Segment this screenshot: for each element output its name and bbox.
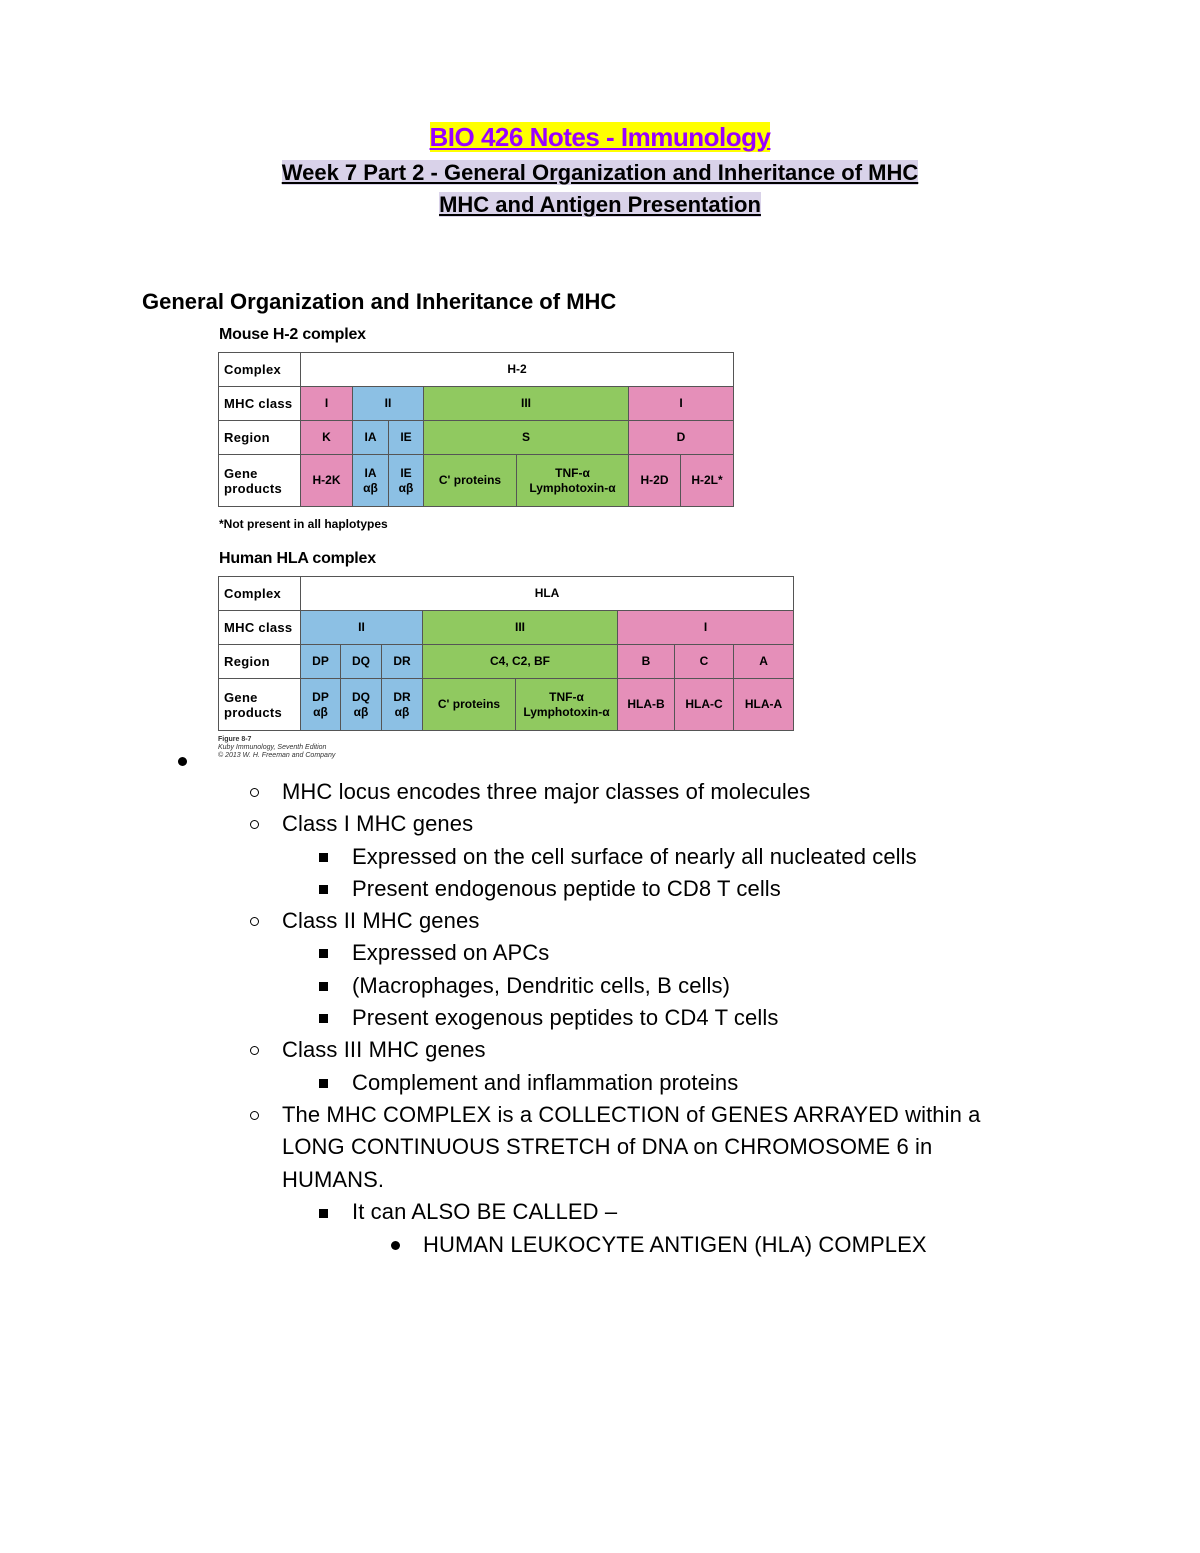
mouse-product-cell: C' proteins	[424, 455, 517, 507]
human-row-label-class: MHC class	[219, 611, 301, 645]
note-line: Complement and inflammation proteins	[352, 1070, 739, 1095]
human-product-cell: HLA-A	[734, 679, 794, 731]
bullet-square-icon	[319, 982, 328, 991]
mouse-row-label-class: MHC class	[219, 387, 301, 421]
note-line: HUMANS.	[282, 1167, 385, 1192]
note-line: It can ALSO BE CALLED –	[352, 1199, 618, 1224]
note-line: Class I MHC genes	[282, 811, 474, 836]
note-line: Present endogenous peptide to CD8 T cells	[352, 876, 781, 901]
human-product-cell: C' proteins	[423, 679, 516, 731]
note-line: MHC locus encodes three major classes of molecules	[282, 779, 811, 804]
figure-credit-line: © 2013 W. H. Freeman and Company	[218, 752, 336, 759]
note-line: Class III MHC genes	[282, 1037, 486, 1062]
bullet-square-icon	[319, 949, 328, 958]
document-subtitle-1: Week 7 Part 2 - General Organization and Inheritance of MHC	[281, 160, 919, 185]
mouse-product-cell: IE αβ	[389, 455, 424, 507]
figure-credit	[218, 736, 335, 760]
human-region-cell: C4, C2, BF	[423, 645, 618, 679]
human-product-cell: DR αβ	[382, 679, 423, 731]
human-figure-title: Human HLA complex	[219, 550, 376, 567]
human-product-cell: HLA-B	[618, 679, 675, 731]
note-line: Expressed on APCs	[352, 940, 550, 965]
human-complex-cell: HLA	[301, 577, 794, 611]
human-region-cell: B	[618, 645, 675, 679]
mouse-product-cell: H-2D	[629, 455, 681, 507]
mouse-class-cell: I	[629, 387, 734, 421]
mouse-region-cell: S	[424, 421, 629, 455]
figure-credit-line: Figure 8-7	[218, 736, 252, 743]
mouse-product-cell: IA αβ	[353, 455, 389, 507]
mouse-class-cell: III	[424, 387, 629, 421]
mouse-region-cell: K	[301, 421, 353, 455]
mouse-product-cell: H-2L*	[681, 455, 734, 507]
bullet-square-icon	[319, 1209, 328, 1218]
bullet-square-icon	[319, 1014, 328, 1023]
document-subtitle-block-2	[0, 192, 1200, 218]
bullet-disc-icon	[391, 1241, 400, 1250]
human-region-cell: A	[734, 645, 794, 679]
note-line: Class II MHC genes	[282, 908, 480, 933]
human-hla-table	[218, 576, 794, 731]
note-line: HUMAN LEUKOCYTE ANTIGEN (HLA) COMPLEX	[423, 1232, 927, 1257]
mouse-h2-table	[218, 352, 734, 507]
mouse-figure-footnote: *Not present in all haplotypes	[219, 517, 388, 531]
human-region-cell: C	[675, 645, 734, 679]
human-row-label-region: Region	[219, 645, 301, 679]
human-row-label-products: Gene products	[219, 679, 301, 731]
mouse-product-cell: H-2K	[301, 455, 353, 507]
human-product-cell: HLA-C	[675, 679, 734, 731]
section-heading: General Organization and Inheritance of MHC	[142, 289, 617, 314]
human-row-label-complex: Complex	[219, 577, 301, 611]
bullet-circle-icon	[250, 1111, 259, 1120]
bullet-square-icon	[319, 1079, 328, 1088]
document-title-block	[0, 122, 1200, 153]
mouse-row-label-region: Region	[219, 421, 301, 455]
bullet-square-icon	[319, 853, 328, 862]
human-class-cell: II	[301, 611, 423, 645]
human-product-cell: DQ αβ	[341, 679, 382, 731]
mouse-region-cell: IE	[389, 421, 424, 455]
human-product-cell: DP αβ	[301, 679, 341, 731]
mouse-row-label-complex: Complex	[219, 353, 301, 387]
mouse-complex-cell: H-2	[301, 353, 734, 387]
human-region-cell: DR	[382, 645, 423, 679]
bullet-square-icon	[319, 885, 328, 894]
mouse-region-cell: IA	[353, 421, 389, 455]
mouse-region-cell: D	[629, 421, 734, 455]
document-subtitle-block-1	[0, 160, 1200, 186]
bullet-circle-icon	[250, 1046, 259, 1055]
bullet-circle-icon	[250, 917, 259, 926]
note-line: LONG CONTINUOUS STRETCH of DNA on CHROMOSOME 6 in	[282, 1134, 933, 1159]
document-title: BIO 426 Notes - Immunology	[429, 122, 771, 152]
bullet-circle-icon	[250, 788, 259, 797]
mouse-class-cell: II	[353, 387, 424, 421]
note-line: Present exogenous peptides to CD4 T cells	[352, 1005, 779, 1030]
human-product-cell: TNF-α Lymphotoxin-α	[516, 679, 618, 731]
human-region-cell: DQ	[341, 645, 382, 679]
mouse-row-label-products: Gene products	[219, 455, 301, 507]
mouse-class-cell: I	[301, 387, 353, 421]
human-region-cell: DP	[301, 645, 341, 679]
human-class-cell: I	[618, 611, 794, 645]
note-line: Expressed on the cell surface of nearly all nucleated cells	[352, 844, 917, 869]
note-line: (Macrophages, Dendritic cells, B cells)	[352, 973, 731, 998]
bullet-disc-icon	[178, 757, 187, 766]
mouse-figure-title: Mouse H-2 complex	[219, 326, 366, 343]
document-subtitle-2: MHC and Antigen Presentation	[439, 192, 761, 217]
note-line: The MHC COMPLEX is a COLLECTION of GENES ARRAYED within a	[282, 1102, 981, 1127]
human-class-cell: III	[423, 611, 618, 645]
figure-credit-line: Kuby Immunology, Seventh Edition	[218, 744, 327, 751]
bullet-circle-icon	[250, 820, 259, 829]
mouse-product-cell: TNF-α Lymphotoxin-α	[517, 455, 629, 507]
